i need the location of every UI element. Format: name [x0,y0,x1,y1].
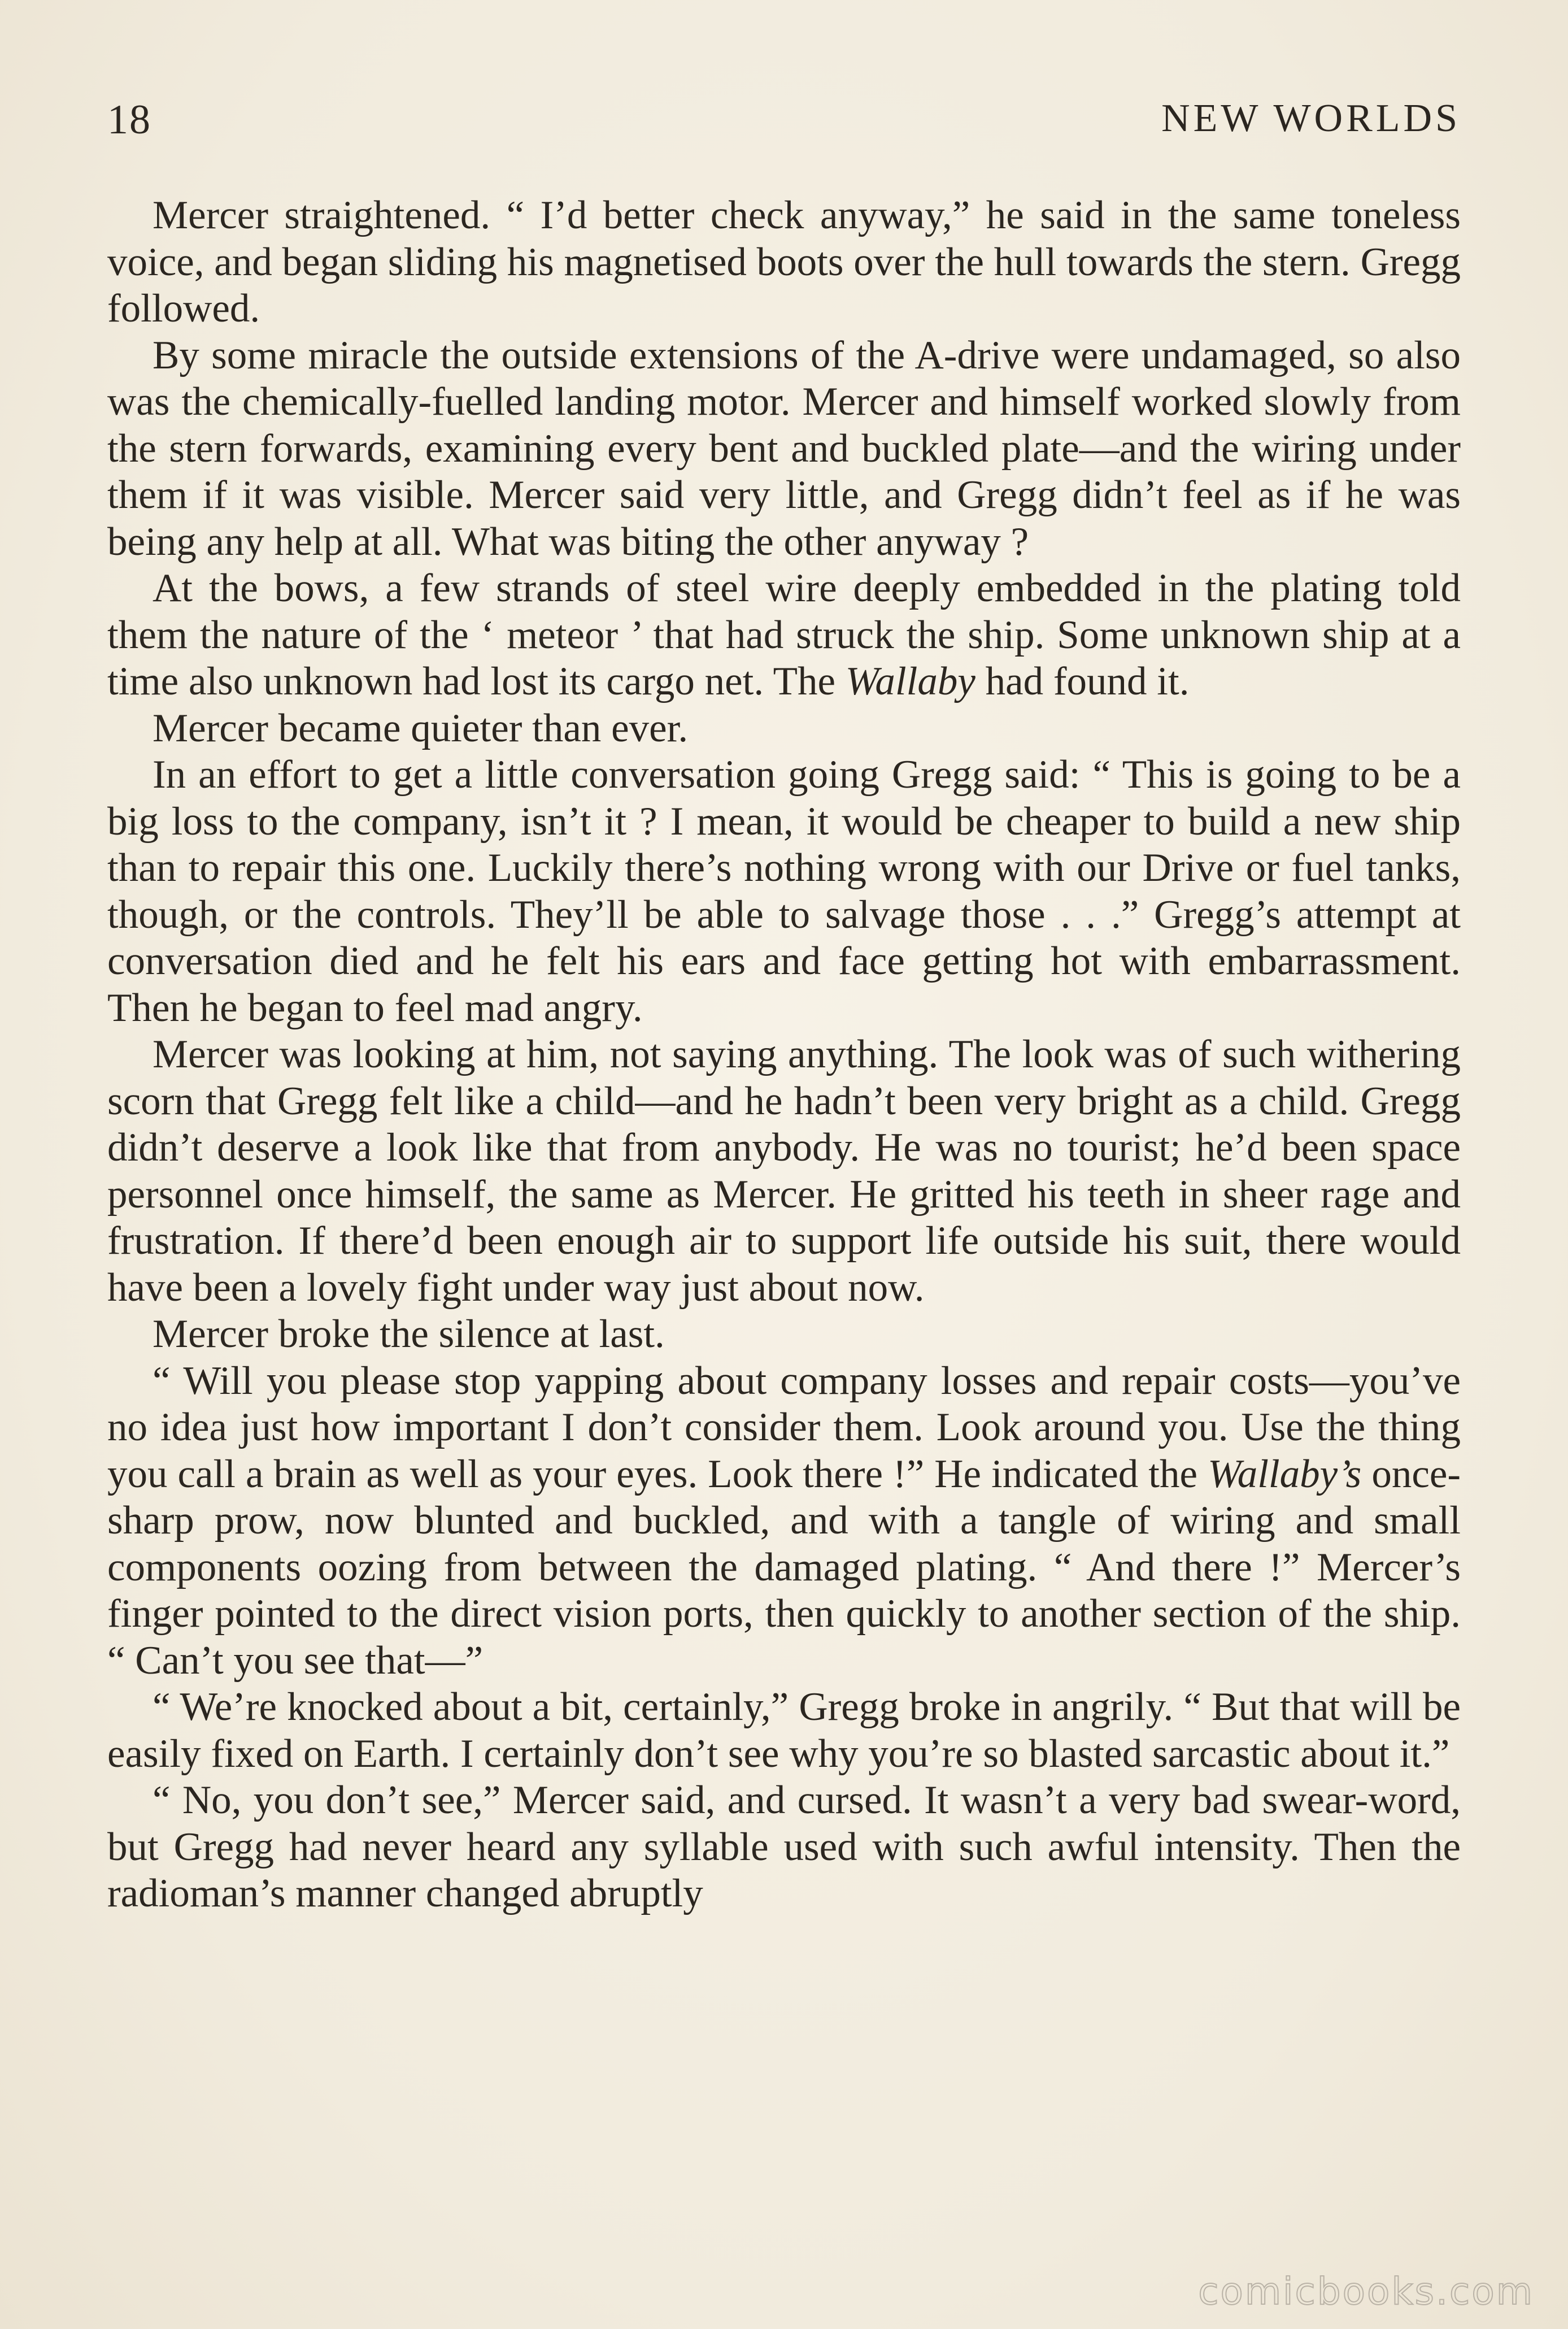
paragraph: Mercer became quieter than ever. [153,706,689,750]
running-head: NEW WORLDS [1161,97,1461,140]
paragraph: “ Will you please stop yapping about company losses and repair costs—you’ve no idea just how important I don’t consider them. Look around you. Use the thing you call a brain as well as your eyes. Look there !” He indicated the Wallaby’s once-sharp prow, now blunted and buckled, and with a tangle of wiring and small components oozing from between the damaged plating. “ And there !” Mercer’s finger pointed to the direct vision ports, then quickly to another section of the ship. “ Can’t you see that—” [107,1358,1461,1683]
paragraph: “ No, you don’t see,” Mercer said, and cursed. It wasn’t a very bad swear-word, but Gregg had never heard any syllable used with such awful intensity. Then the radioman’s manner changed abruptly [107,1778,1461,1915]
paragraph: Mercer broke the silence at last. [153,1312,665,1356]
paragraph: In an effort to get a little conversation going Gregg said: “ This is going to be a big loss to the company, isn’t it ? I mean, it would be cheaper to build a new ship than to repair this one. Luckily there’s nothing wrong with our Drive or fuel tanks, though, or the controls. They’ll be able to salvage those . . .” Gregg’s attempt at conversation died and he felt his ears and face getting hot with embarrassment. Then he began to feel mad angry. [107,753,1461,1030]
page-number: 18 [107,97,151,143]
watermark: comicbooks.com [1198,2270,1534,2313]
body-text [107,192,1461,1917]
paragraph: By some miracle the outside extensions of the A-drive were undamaged, so also was the chemically-fuelled landing motor. Mercer and himself worked slowly from the stern forwards, examining every bent and buckled plate—and the wiring under them if it was visible. Mercer said very little, and Gregg didn’t feel as if he was being any help at all. What was biting the other anyway ? [107,333,1461,564]
paragraph: Mercer was looking at him, not saying anything. The look was of such withering scorn that Gregg felt like a child—and he hadn’t been very bright as a child. Gregg didn’t deserve a look like that from anybody. He was no tourist; he’d been space personnel once himself, the same as Mercer. He gritted his teeth in sheer rage and frustration. If there’d been enough air to support life outside his suit, there would have been a lovely fight under way just about now. [107,1032,1461,1310]
ship-name: Wallaby [845,659,975,703]
ship-name: Wallaby’s [1208,1452,1362,1496]
paragraph: Mercer straightened. “ I’d better check anyway,” he said in the same toneless voice, and began sliding his magnetised boots over the hull towards the stern. Gregg followed. [107,193,1461,331]
paragraph: “ We’re knocked about a bit, certainly,” Gregg broke in angrily. “ But that will be easily fixed on Earth. I certainly don’t see why you’re so blasted sarcastic about it.” [107,1685,1461,1776]
page-header [107,96,1461,164]
paragraph: At the bows, a few strands of steel wire deeply embedded in the plating told them the nature of the ‘ meteor ’ that had struck the ship. Some unknown ship at a time also unknown had lost its cargo net. The Wallaby had found it. [107,566,1461,703]
